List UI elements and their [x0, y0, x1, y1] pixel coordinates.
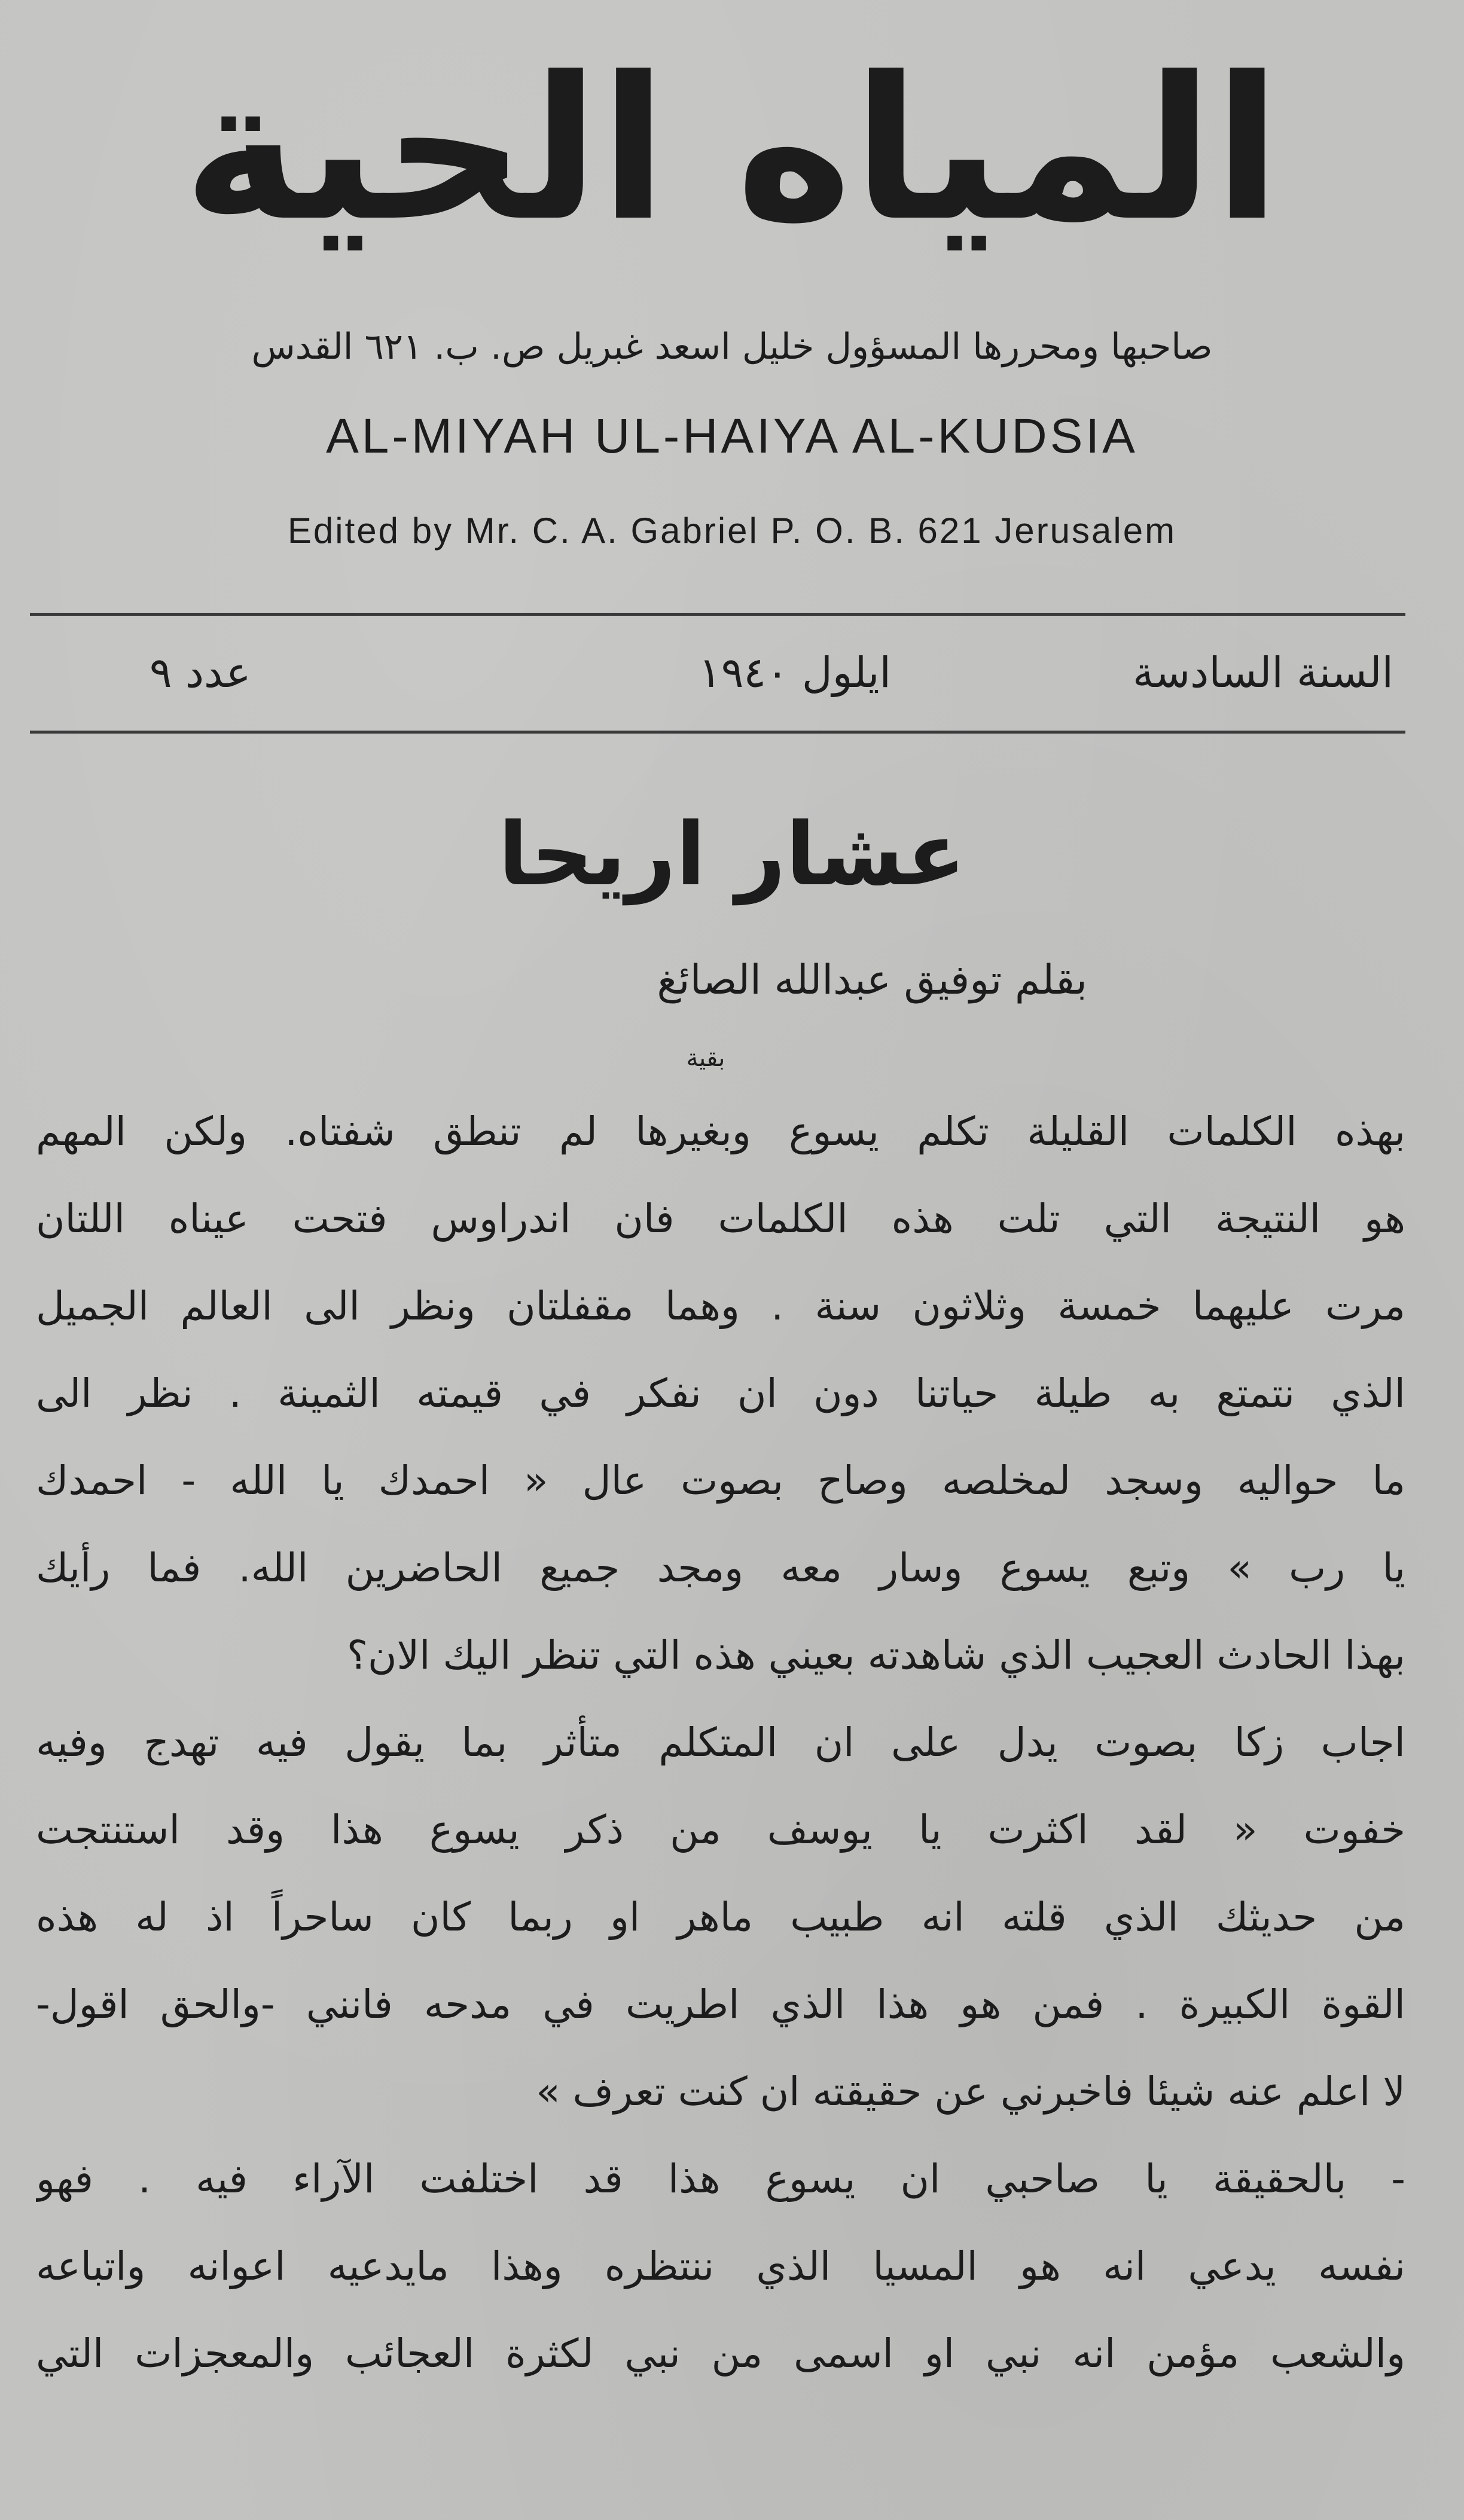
body-line: خفوت « لقد اكثرت يا يوسف من ذكر يسوع هذا وقد استنتجت [36, 1807, 1405, 1853]
article-byline: بقلم توفيق عبدالله الصائغ [657, 957, 1087, 1004]
masthead-title-arabic: المياه الحية [182, 35, 1282, 264]
body-line: هو النتيجة التي تلت هذه الكلمات فان اندراوس فتحت عيناه اللتان [36, 1196, 1405, 1242]
article-title: عشار اريحا [498, 804, 966, 905]
body-line: القوة الكبيرة . فمن هو هذا الذي اطريت في مدحه فانني -والحق اقول- [36, 1981, 1405, 2027]
body-line: ما حواليه وسجد لمخلصه وصاح بصوت عال « احمدك يا الله - احمدك [36, 1458, 1405, 1504]
issue-date: ايلول ١٩٤٠ [699, 648, 891, 697]
body-line: من حديثك الذي قلته انه طبيب ماهر او ربما كان ساحراً اذ له هذه [36, 1894, 1405, 1940]
body-line: - بالحقيقة يا صاحبي ان يسوع هذا قد اختلفت الآراء فيه . فهو [36, 2156, 1405, 2202]
body-line: والشعب مؤمن انه نبي او اسمى من نبي لكثرة العجائب والمعجزات التي [36, 2330, 1405, 2377]
body-line: لا اعلم عنه شيئا فاخبرني عن حقيقته ان كنت تعرف » [536, 2069, 1405, 2115]
body-line: اجاب زكا بصوت يدل على ان المتكلم متأثر بما يقول فيه تهدج وفيه [36, 1719, 1405, 1765]
editor-line-english: Edited by Mr. C. A. Gabriel P. O. B. 621 Jerusalem [287, 511, 1177, 551]
issue-info-line [30, 637, 1405, 708]
body-line: بهذه الكلمات القليلة تكلم يسوع وبغيرها لم تنطق شفتاه. ولكن المهم [36, 1108, 1405, 1154]
body-line: يا رب » وتبع يسوع وسار معه ومجد جميع الحاضرين الله. فما رأيك [36, 1545, 1405, 1591]
masthead-title-english: AL-MIYAH UL-HAIYA AL-KUDSIA [326, 409, 1138, 463]
issue-year: السنة السادسة [1132, 648, 1393, 697]
article-body [36, 1088, 1405, 2397]
issue-number: عدد ٩ [150, 648, 251, 697]
bottom-rule [30, 731, 1405, 734]
body-line: مرت عليهما خمسة وثلاثون سنة . وهما مقفلتان ونظر الى العالم الجميل [36, 1283, 1405, 1329]
top-rule [30, 613, 1405, 616]
continued-label: بقية [686, 1044, 725, 1072]
body-line: بهذا الحادث العجيب الذي شاهدته بعيني هذه التي تنظر اليك الان؟ [347, 1632, 1405, 1678]
publisher-line-arabic: صاحبها ومحررها المسؤول خليل اسعد غبريل ص. ب. ٦٢١ القدس [251, 326, 1213, 368]
body-line: الذي نتمتع به طيلة حياتنا دون ان نفكر في قيمته الثمينة . نظر الى [36, 1370, 1405, 1416]
body-line: نفسه يدعي انه هو المسيا الذي ننتظره وهذا مايدعيه اعوانه واتباعه [36, 2243, 1405, 2289]
